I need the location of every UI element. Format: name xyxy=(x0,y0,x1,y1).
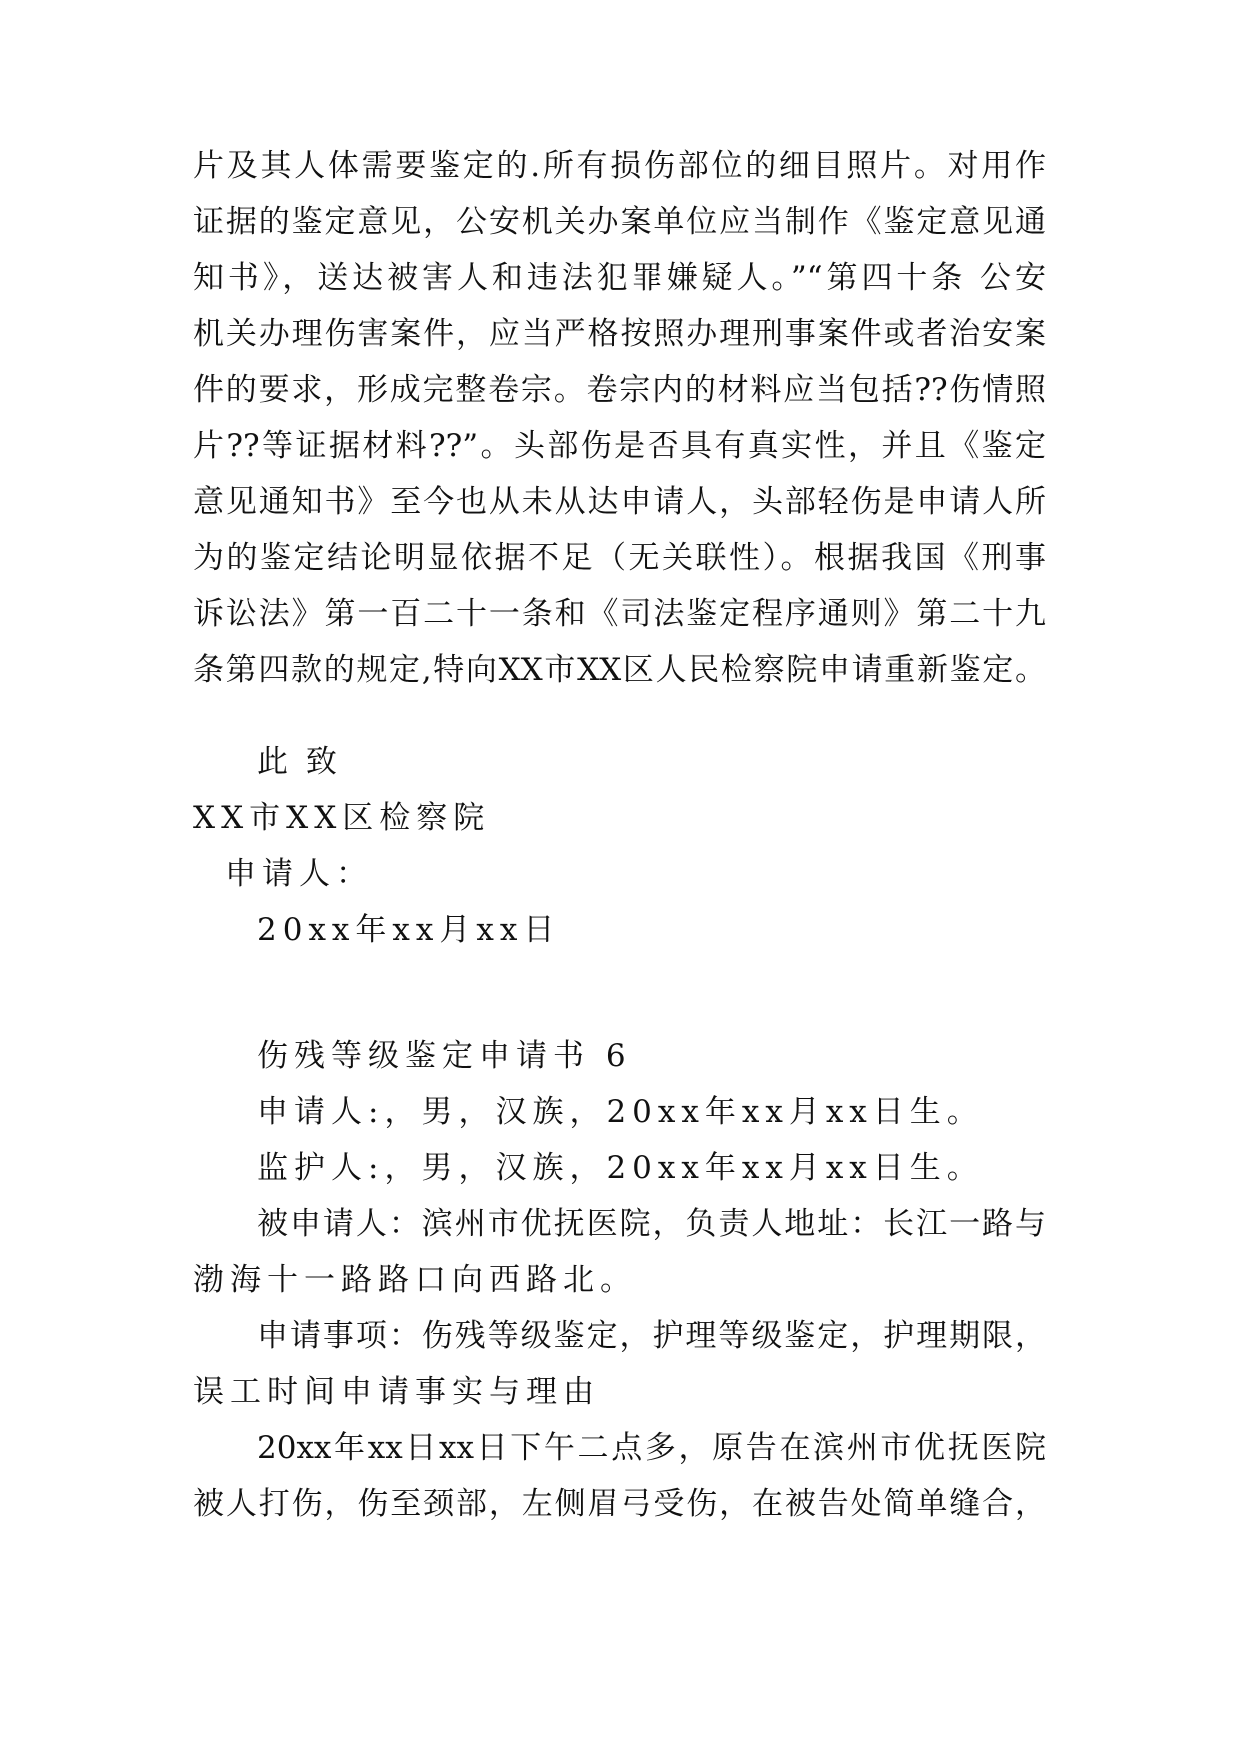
section-title: 伤残等级鉴定申请书 6 xyxy=(257,1038,632,1074)
facts-line-2: 被人打伤，伤至颈部，左侧眉弓受伤，在被告处简单缝合， xyxy=(193,1486,1046,1522)
respondent-line-2: 渤海十一路路口向西路北。 xyxy=(193,1262,637,1298)
salutation: 此 致 xyxy=(257,744,341,780)
text-line-5: 件的要求，形成完整卷宗。卷宗内的材料应当包括??伤情照 xyxy=(193,372,1046,408)
request-items-line-1: 申请事项：伤残等级鉴定，护理等级鉴定，护理期限， xyxy=(257,1318,1046,1354)
text-line-7: 意见通知书》至今也从未从达申请人，头部轻伤是申请人所 xyxy=(193,484,1046,520)
text-line-4: 机关办理伤害案件，应当严格按照办理刑事案件或者治安案 xyxy=(193,316,1046,352)
applicant-signature-label: 申请人： xyxy=(225,856,373,892)
text-line-10: 条第四款的规定,特向XX市XX区人民检察院申请重新鉴定。 xyxy=(193,652,1046,688)
signature-date: 20xx年xx月xx日 xyxy=(257,912,561,948)
applicant-line: 申请人:，男，汉族，20xx年xx月xx日生。 xyxy=(257,1094,984,1130)
text-line-8: 为的鉴定结论明显依据不足（无关联性）。根据我国《刑事 xyxy=(193,540,1046,576)
text-line-1: 片及其人体需要鉴定的.所有损伤部位的细目照片。对用作 xyxy=(193,148,1046,184)
text-line-2: 证据的鉴定意见，公安机关办案单位应当制作《鉴定意见通 xyxy=(193,204,1046,240)
text-line-6: 片??等证据材料??”。头部伤是否具有真实性，并且《鉴定 xyxy=(193,428,1046,464)
text-line-3: 知书》，送达被害人和违法犯罪嫌疑人。”“第四十条 公安 xyxy=(193,260,1046,296)
guardian-line: 监护人:，男，汉族，20xx年xx月xx日生。 xyxy=(257,1150,984,1186)
respondent-line-1: 被申请人：滨州市优抚医院，负责人地址：长江一路与 xyxy=(257,1206,1046,1242)
request-items-line-2: 误工时间申请事实与理由 xyxy=(193,1374,600,1410)
text-line-9: 诉讼法》第一百二十一条和《司法鉴定程序通则》第二十九 xyxy=(193,596,1046,632)
recipient: XX市XX区检察院 xyxy=(193,800,491,836)
facts-line-1: 20xx年xx日xx日下午二点多，原告在滨州市优抚医院 xyxy=(257,1430,1046,1466)
